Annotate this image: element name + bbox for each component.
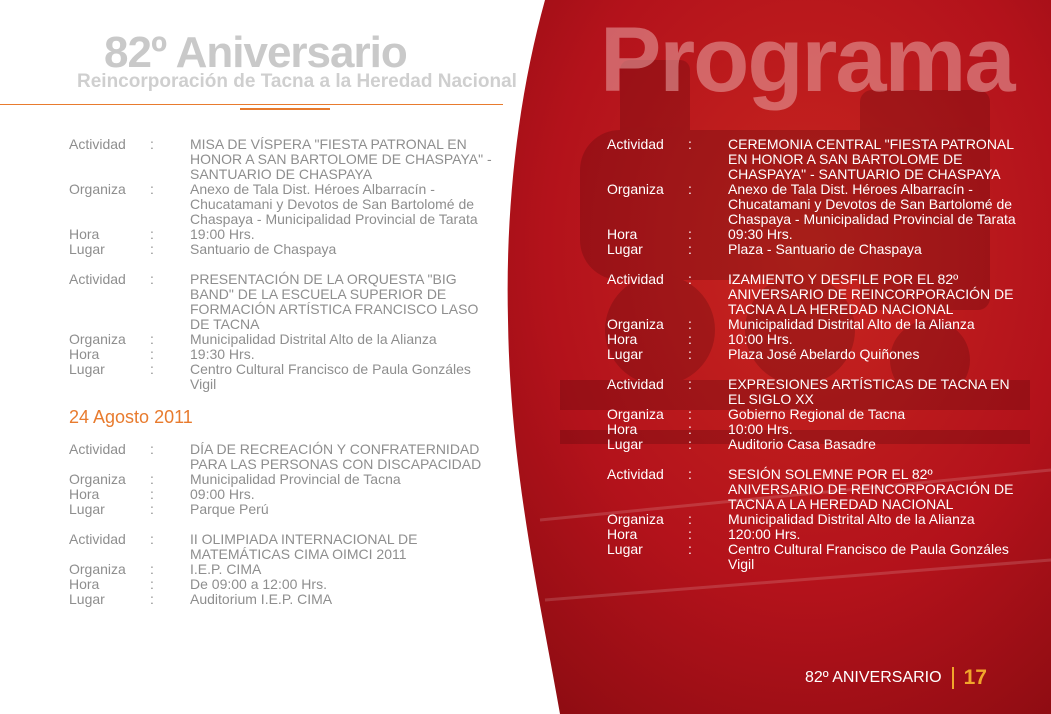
field-label: Actividad [607,271,664,287]
field-label: Organiza [69,561,126,577]
field-separator: : [688,466,692,482]
event-row [607,317,1027,332]
field-value: Auditorium I.E.P. CIMA [190,591,333,607]
page-number: 17 [963,666,987,689]
field-separator: : [688,511,692,527]
page-footer [805,665,987,691]
field-separator: : [150,226,154,242]
field-separator: : [150,361,154,377]
field-value: Auditorio Casa Basadre [728,436,876,452]
field-value: Municipalidad Distrital Alto de la Alianza [728,511,975,527]
field-separator: : [150,576,154,592]
field-separator: : [150,501,154,517]
field-separator: : [688,376,692,392]
field-separator: : [150,486,154,502]
event-block [607,467,1027,572]
event-row [607,407,1027,422]
field-value: 10:00 Hrs. [728,421,793,437]
field-separator: : [688,436,692,452]
event-row [607,437,1027,452]
field-separator: : [688,346,692,362]
programa-watermark: Programa [600,9,1014,111]
field-value: Municipalidad Distrital Alto de la Alianza [190,331,437,347]
field-value: Centro Cultural Francisco de Paula Gonzáles Vigil [728,541,1009,572]
field-separator: : [150,331,154,347]
field-separator: : [688,406,692,422]
field-label: Hora [607,226,638,242]
page-title: 82º Aniversario [104,28,407,77]
field-label: Actividad [69,136,126,152]
event-row [69,332,509,347]
event-row [607,182,1027,227]
field-label: Actividad [69,271,126,287]
field-label: Organiza [69,181,126,197]
field-separator: : [150,346,154,362]
field-label: Lugar [607,541,643,557]
footer-label: 82º ANIVERSARIO [805,669,942,686]
field-label: Actividad [607,376,664,392]
event-block [607,377,1027,452]
field-value: Anexo de Tala Dist. Héroes Albarracín - Chucatamani y Devotos de San Bartolomé de Chaspaya - Municipalidad Provincial de Tarata [728,181,1016,227]
field-value: SESIÓN SOLEMNE POR EL 82º ANIVERSARIO DE REINCORPORACIÓN DE TACNA A LA HEREDAD NACIONAL [728,466,1014,512]
field-value: De 09:00 a 12:00 Hrs. [190,576,327,592]
event-block [69,532,509,607]
field-separator: : [150,136,154,152]
field-value: Santuario de Chaspaya [190,241,337,257]
event-block [607,137,1027,257]
field-value: 09:00 Hrs. [190,486,255,502]
field-label: Hora [69,486,100,502]
field-value: Plaza - Santuario de Chaspaya [728,241,922,257]
event-row [69,577,509,592]
field-separator: : [688,271,692,287]
event-row [69,227,509,242]
event-row [69,242,509,257]
event-row [607,347,1027,362]
field-value: Anexo de Tala Dist. Héroes Albarracín - Chucatamani y Devotos de San Bartolomé de Chaspaya - Municipalidad Provincial de Tarata [190,181,478,227]
field-separator: : [688,241,692,257]
field-label: Organiza [607,406,664,422]
field-value: Municipalidad Provincial de Tacna [190,471,401,487]
field-separator: : [688,226,692,242]
field-label: Lugar [69,361,105,377]
page-subtitle: Reincorporación de Tacna a la Heredad Nacional [77,71,517,92]
field-label: Lugar [607,436,643,452]
event-row [607,467,1027,512]
field-value: CEREMONIA CENTRAL "FIESTA PATRONAL EN HONOR A SAN BARTOLOME DE CHASPAYA" - SANTUARIO DE CHASPAYA [728,136,1014,182]
field-label: Hora [607,526,638,542]
field-separator: : [688,421,692,437]
event-row [607,512,1027,527]
field-value: PRESENTACIÓN DE LA ORQUESTA "BIG BAND" DE LA ESCUELA SUPERIOR DE FORMACIÓN ARTÍSTICA FRANCISCO LASO DE TACNA [190,271,479,332]
header-divider-accent [240,108,330,110]
event-row [607,422,1027,437]
field-label: Hora [69,226,100,242]
left-schedule-column [69,137,509,607]
event-block [607,272,1027,362]
field-label: Actividad [607,466,664,482]
event-row [69,532,509,562]
field-separator: : [150,531,154,547]
event-row [69,442,509,472]
event-row [607,332,1027,347]
footer-divider [952,667,954,689]
field-value: Plaza José Abelardo Quiñones [728,346,920,362]
field-value: I.E.P. CIMA [190,561,262,577]
event-row [69,272,509,332]
field-label: Lugar [607,346,643,362]
field-separator: : [150,181,154,197]
field-label: Lugar [607,241,643,257]
event-row [607,377,1027,407]
field-value: 09:30 Hrs. [728,226,793,242]
field-separator: : [150,561,154,577]
event-block [69,272,509,392]
field-separator: : [688,541,692,557]
event-block [69,137,509,257]
field-separator: : [688,316,692,332]
field-separator: : [150,471,154,487]
field-separator: : [150,441,154,457]
field-label: Organiza [607,316,664,332]
event-row [607,527,1027,542]
field-label: Actividad [607,136,664,152]
field-separator: : [150,241,154,257]
field-separator: : [150,271,154,287]
field-value: IZAMIENTO Y DESFILE POR EL 82º ANIVERSARIO DE REINCORPORACIÓN DE TACNA A LA HEREDAD NACIONAL [728,271,1014,317]
event-row [69,592,509,607]
field-label: Organiza [607,511,664,527]
field-label: Organiza [69,471,126,487]
event-row [69,182,509,227]
field-label: Hora [69,346,100,362]
date-heading: 24 Agosto 2011 [69,407,193,427]
field-label: Organiza [607,181,664,197]
field-value: 10:00 Hrs. [728,331,793,347]
field-label: Actividad [69,441,126,457]
field-label: Hora [607,331,638,347]
field-label: Hora [69,576,100,592]
event-row [607,242,1027,257]
field-separator: : [688,136,692,152]
event-row [607,542,1027,572]
field-separator: : [688,331,692,347]
header-divider [0,104,503,105]
event-row [69,362,509,392]
field-separator: : [688,526,692,542]
field-label: Hora [607,421,638,437]
field-value: 19:30 Hrs. [190,346,255,362]
field-value: EXPRESIONES ARTÍSTICAS DE TACNA EN EL SIGLO XX [728,376,1010,407]
field-label: Lugar [69,241,105,257]
field-value: Parque Perú [190,501,269,517]
event-row [69,562,509,577]
event-row [69,472,509,487]
field-separator: : [688,181,692,197]
event-row [607,137,1027,182]
field-value: DÍA DE RECREACIÓN Y CONFRATERNIDAD PARA LAS PERSONAS CON DISCAPACIDAD [190,441,482,472]
event-row [607,272,1027,317]
event-block [69,442,509,517]
field-separator: : [150,591,154,607]
field-value: MISA DE VÍSPERA "FIESTA PATRONAL EN HONOR A SAN BARTOLOME DE CHASPAYA" - SANTUARIO DE CHASPAYA [190,136,492,182]
event-row [69,137,509,182]
field-value: II OLIMPIADA INTERNACIONAL DE MATEMÁTICAS CIMA OIMCI 2011 [190,531,418,562]
field-value: Centro Cultural Francisco de Paula Gonzáles Vigil [190,361,471,392]
field-value: Municipalidad Distrital Alto de la Alianza [728,316,975,332]
event-row [607,227,1027,242]
field-label: Organiza [69,331,126,347]
event-row [69,347,509,362]
field-label: Lugar [69,591,105,607]
field-label: Actividad [69,531,126,547]
right-schedule-column [607,137,1027,572]
field-value: 120:00 Hrs. [728,526,801,542]
field-label: Lugar [69,501,105,517]
field-value: 19:00 Hrs. [190,226,255,242]
event-row [69,487,509,502]
event-row [69,502,509,517]
field-value: Gobierno Regional de Tacna [728,406,906,422]
